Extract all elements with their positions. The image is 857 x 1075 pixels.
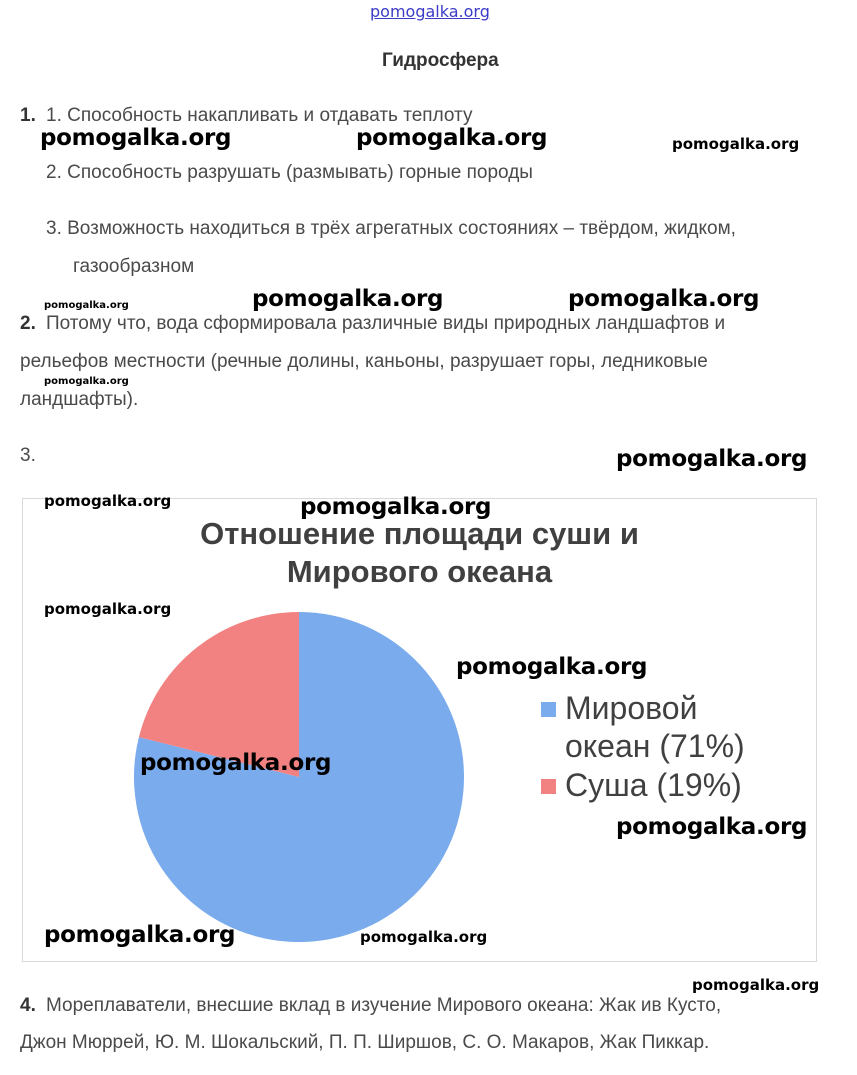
watermark: pomogalka.org	[356, 125, 548, 151]
question-2-number: 2.	[20, 313, 36, 334]
chart-title-line-2: Мирового океана	[286, 554, 553, 589]
answer-2-line-1: Потому что, вода сформировала различные виды природных ландшафтов и	[46, 313, 726, 334]
watermark: pomogalka.org	[40, 125, 232, 151]
question-3-number: 3.	[20, 445, 36, 466]
watermark: pomogalka.org	[672, 135, 800, 153]
answer-1-item-2: 2. Способность разрушать (размывать) горные породы	[46, 162, 533, 183]
watermark: pomogalka.org	[456, 654, 648, 680]
answer-1-item-1: 1. Способность накапливать и отдавать теплоту	[46, 105, 473, 126]
site-link[interactable]: pomogalka.org	[370, 2, 490, 21]
answer-2-line-3: ландшафты).	[20, 389, 139, 410]
watermark: pomogalka.org	[568, 286, 760, 312]
pie-chart	[22, 498, 817, 962]
chart-title-line-1: Отношение площади суши и	[200, 516, 639, 551]
watermark: pomogalka.org	[44, 492, 172, 510]
watermark: pomogalka.org	[692, 976, 820, 994]
legend-swatch-land	[541, 779, 556, 794]
answer-4-line-1: Мореплаватели, внесшие вклад в изучение Мирового океана: Жак ив Кусто,	[46, 995, 722, 1016]
watermark: pomogalka.org	[616, 446, 808, 472]
legend-label-ocean-line-2: океан (71%)	[565, 728, 745, 764]
legend-label-ocean-line-1: Мировой	[565, 690, 698, 726]
watermark: pomogalka.org	[300, 494, 492, 520]
watermark: pomogalka.org	[616, 814, 808, 840]
legend-swatch-ocean	[541, 702, 556, 717]
answer-4-line-2: Джон Мюррей, Ю. М. Шокальский, П. П. Ширшов, С. О. Макаров, Жак Пиккар.	[20, 1032, 710, 1053]
watermark: pomogalka.org	[44, 600, 172, 618]
answer-2-line-2: рельефов местности (речные долины, каньоны, разрушает горы, ледниковые	[20, 351, 708, 372]
watermark: pomogalka.org	[360, 928, 488, 946]
watermark: pomogalka.org	[140, 750, 332, 776]
answer-1-item-3: 3. Возможность находиться в трёх агрегатных состояниях – твёрдом, жидком,	[46, 218, 736, 239]
watermark: pomogalka.org	[252, 286, 444, 312]
legend-label-land: Суша (19%)	[565, 767, 742, 803]
answer-1-item-3-cont: газообразном	[73, 256, 195, 277]
watermark: pomogalka.org	[44, 300, 129, 311]
watermark: pomogalka.org	[44, 922, 236, 948]
page-title: Гидросфера	[382, 50, 499, 71]
question-4-number: 4.	[20, 995, 36, 1016]
question-1-number: 1.	[20, 105, 36, 126]
watermark: pomogalka.org	[44, 376, 129, 387]
